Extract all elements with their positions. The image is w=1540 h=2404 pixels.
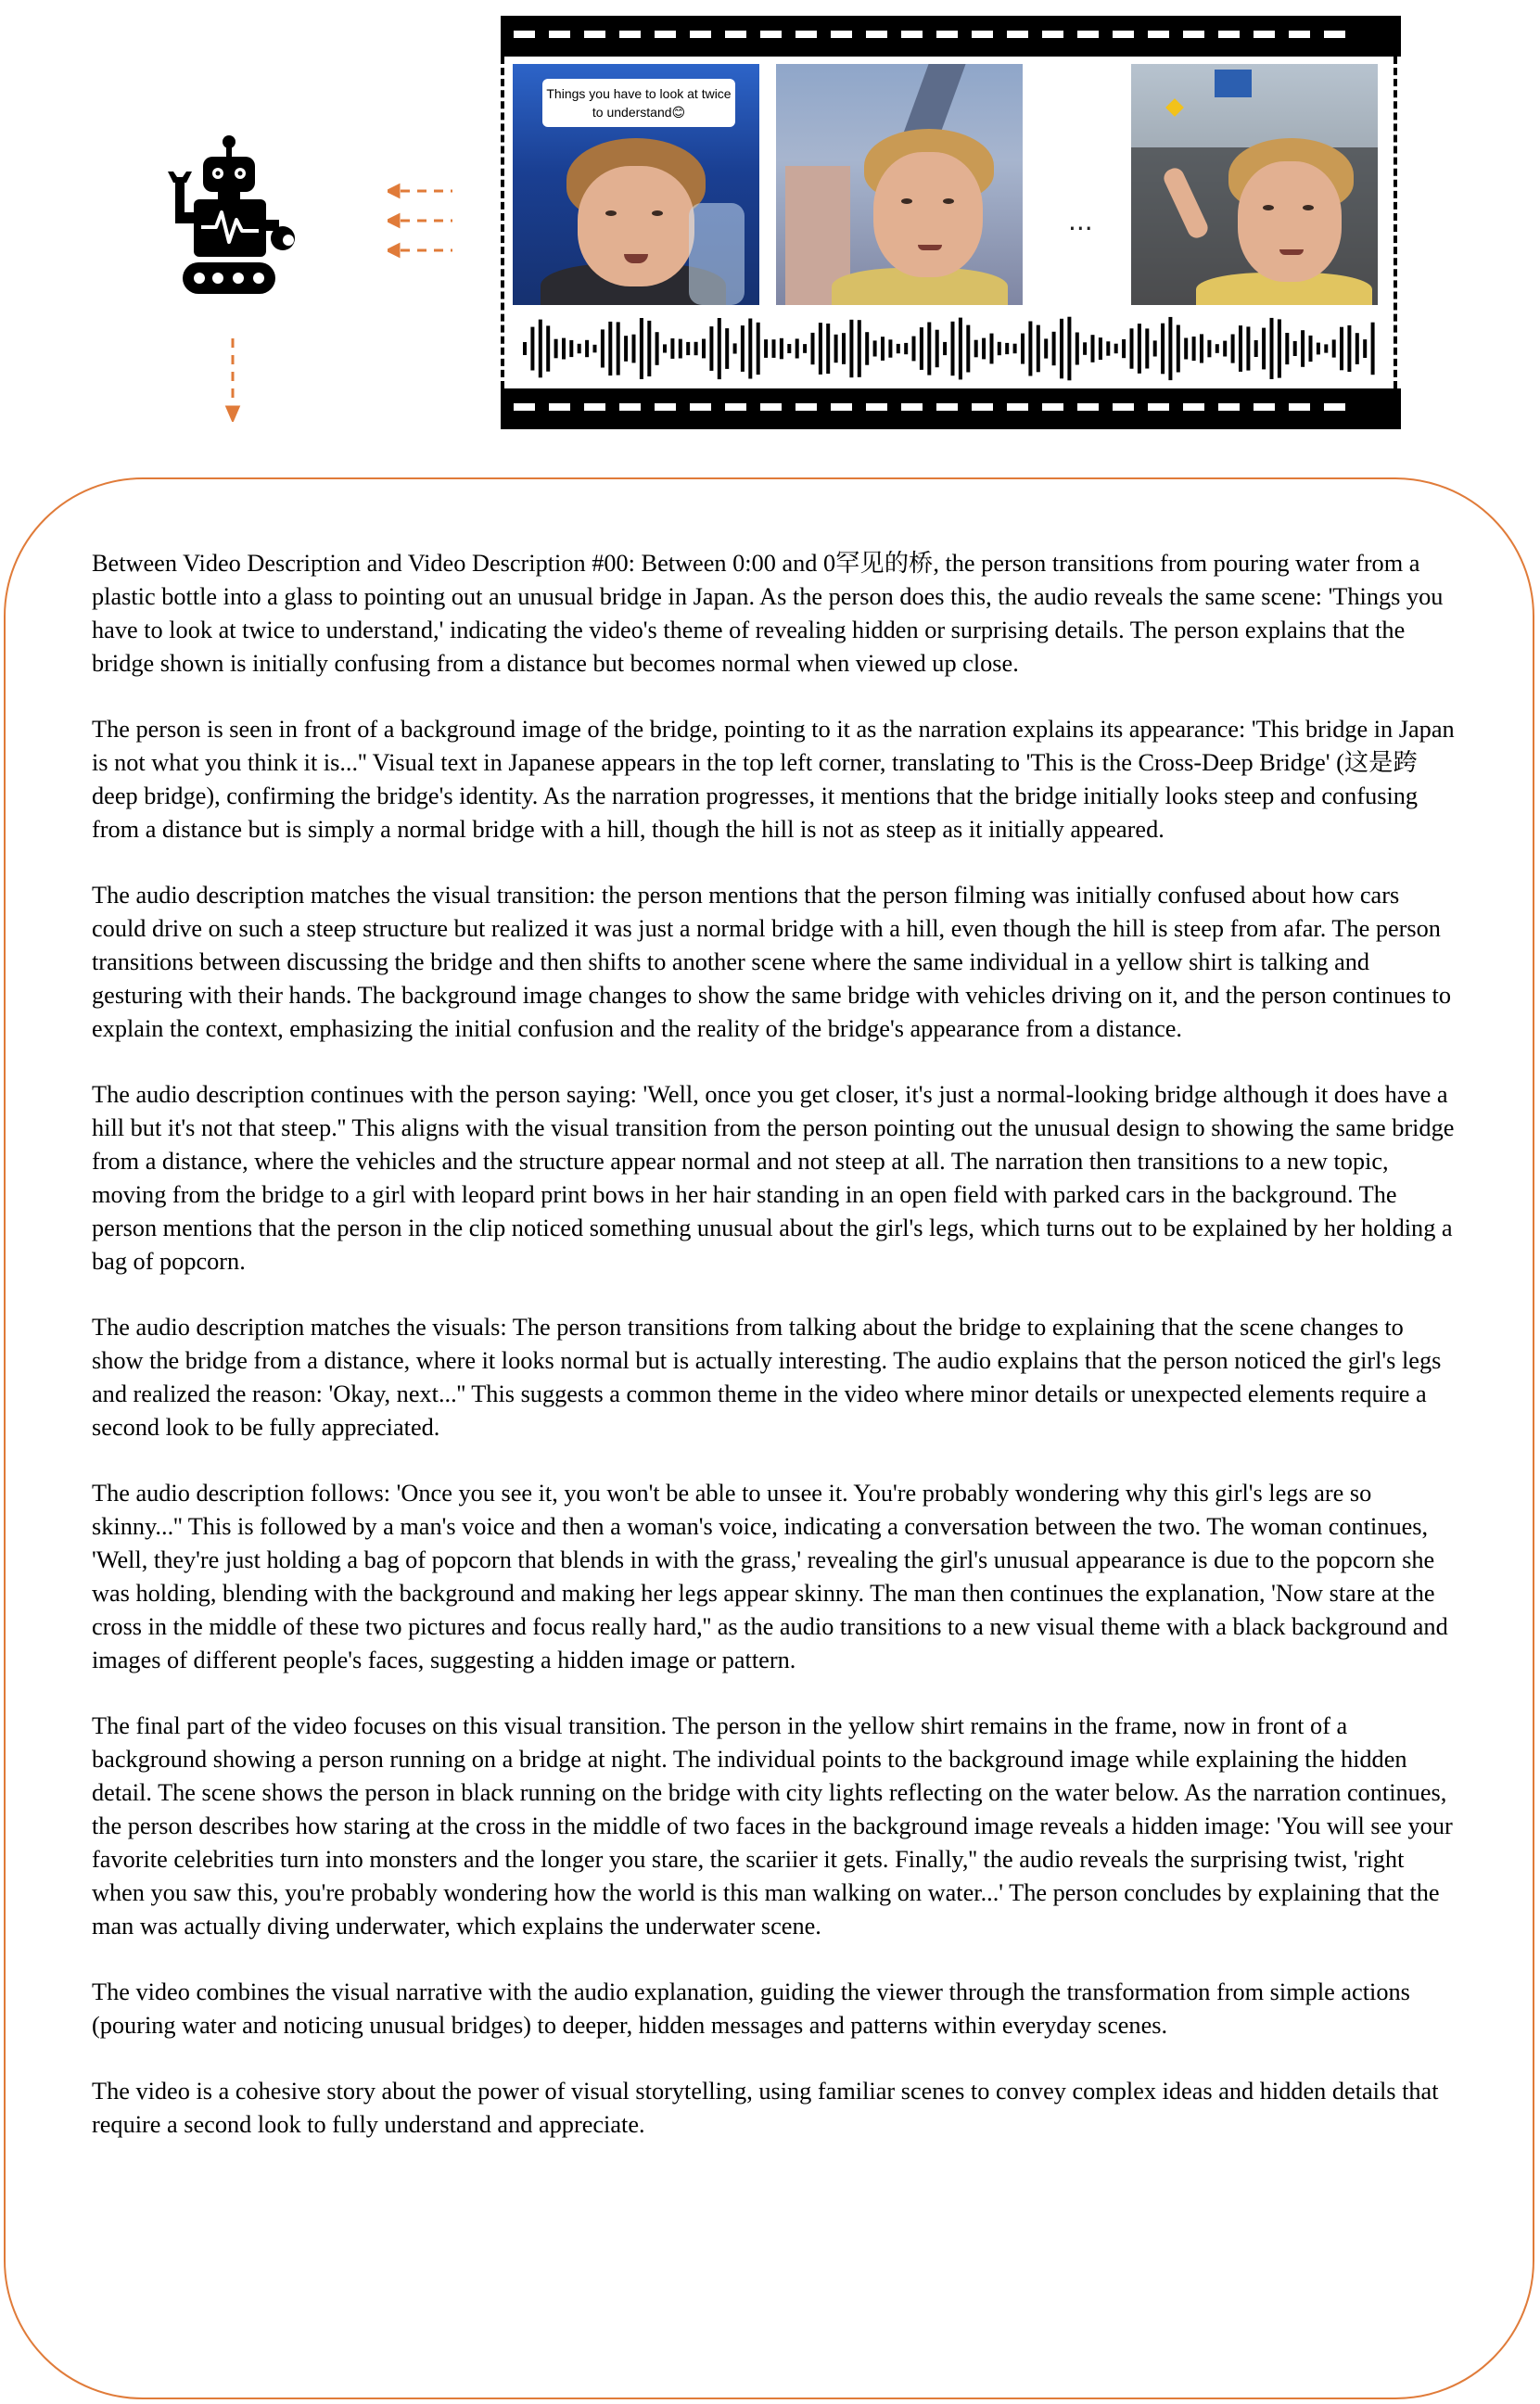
video-description	[92, 547, 1455, 2174]
waveform-bar	[904, 343, 908, 354]
waveform-bar	[865, 332, 869, 365]
waveform-bar	[795, 338, 799, 358]
waveform-bar	[1013, 344, 1017, 354]
waveform-bar	[772, 339, 776, 358]
waveform-bar	[1215, 344, 1219, 353]
video-frame-2	[776, 64, 1023, 305]
waveform-bar	[974, 340, 978, 358]
waveform-bar	[1363, 339, 1367, 358]
waveform-bar	[679, 339, 682, 359]
waveform-bar	[718, 318, 721, 379]
waveform-bar	[1044, 338, 1048, 358]
paragraph-4: The audio description continues with the person saying: 'Well, once you get closer, it's just a normal-looking bridge although it does have a hill but it's not that steep.'' This aligns with the visual transition from the person pointing out the unusual design to showing the same bridge from a distance, where the vehicles and the structure appear normal and not steep at all. The narration then transitions to a new topic, moving from the bridge to a girl with leopard print bows in her hair standing in an open field with parked cars in the background. The person mentions that the person in the clip noticed something unusual about the girl's legs, which turns out to be explained by her holding a bag of popcorn.	[92, 1081, 1455, 1275]
waveform-bar	[881, 337, 885, 361]
frame-caption: Things you have to look at twice to understand😊	[542, 79, 735, 127]
video-film-strip	[501, 16, 1401, 429]
waveform-bar	[1106, 341, 1110, 355]
waveform-bar	[1083, 342, 1087, 355]
paragraph-9: The video is a cohesive story about the power of visual storytelling, using familiar scenes to convey complex ideas and hidden details that require a second look to fully understand and appreciate.	[92, 2078, 1439, 2138]
waveform-bar	[826, 324, 830, 374]
waveform-bar	[787, 344, 791, 353]
waveform-bar	[927, 323, 931, 375]
paragraph-8: The video combines the visual narrative with the audio explanation, guiding the viewer through the transformation from simple actions (pouring water and noticing unusual bridges) to deeper, hidden messages and patterns within everyday scenes.	[92, 1978, 1410, 2039]
waveform-bar	[1005, 343, 1009, 354]
waveform-bar	[709, 326, 713, 371]
waveform-bar	[624, 336, 628, 362]
waveform-bar	[1168, 317, 1172, 380]
waveform-bar	[935, 330, 939, 368]
frames-ellipsis: ...	[1068, 206, 1093, 236]
waveform-bar	[1130, 328, 1134, 368]
robot-icon	[162, 134, 297, 301]
paragraph-1: Between Video Description and Video Description #00: Between 0:00 and 0罕见的桥, the person transitions from pouring water from a plastic bottle into a glass to pointing out an unusual bridge in Japan. As the person does this, the audio reveals the same scene: 'Things you have to look at twice to understand,' indicating the video's theme of revealing hidden or surprising details. The person explains that the bridge shown is initially confusing from a distance but becomes normal when viewed up close.	[92, 550, 1444, 677]
waveform-bar	[617, 322, 620, 375]
waveform-bar	[803, 344, 807, 353]
waveform-bar	[966, 325, 970, 373]
waveform-bar	[873, 340, 877, 356]
waveform-bar	[1138, 324, 1141, 374]
waveform-bar	[811, 333, 815, 364]
waveform-bar	[1246, 326, 1250, 370]
waveform-bar	[523, 342, 527, 355]
waveform-bar	[943, 342, 947, 355]
waveform-bar	[1301, 330, 1305, 367]
waveform-bar	[530, 327, 534, 371]
waveform-bar	[1028, 322, 1032, 376]
waveform-bar	[647, 321, 651, 376]
waveform-bar	[764, 339, 768, 358]
waveform-bar	[819, 323, 822, 375]
waveform-bar	[897, 344, 900, 353]
waveform-bar	[1153, 340, 1157, 356]
waveform-bar	[912, 337, 916, 362]
waveform-bar	[959, 318, 962, 380]
paragraph-5: The audio description matches the visuals: The person transitions from talking about the bridge to explaining that the scene changes to show the bridge from a distance, where it looks normal but is actually interesting. The audio explains that the person noticed the girl's legs and realized the reason: 'Okay, next...'' This suggests a common theme in the video where minor details or unexpected elements require a second look to be fully appreciated.	[92, 1314, 1442, 1441]
waveform-bar	[834, 335, 838, 363]
waveform-bar	[1293, 341, 1297, 356]
waveform-bar	[990, 334, 994, 364]
audio-waveform	[517, 312, 1384, 385]
waveform-bar	[1184, 338, 1188, 360]
film-bottom-band	[501, 388, 1401, 429]
waveform-bar	[741, 325, 745, 372]
waveform-bar	[1037, 325, 1040, 373]
waveform-bar	[562, 338, 566, 360]
waveform-bar	[1285, 333, 1289, 364]
waveform-bar	[694, 342, 698, 355]
waveform-bar	[982, 338, 986, 360]
waveform-bar	[1192, 337, 1196, 361]
waveform-bar	[546, 325, 550, 371]
waveform-bar	[1371, 323, 1375, 375]
waveform-bar	[1122, 339, 1126, 358]
waveform-bar	[1200, 334, 1203, 363]
waveform-bar	[733, 343, 737, 353]
waveform-bar	[1161, 324, 1165, 375]
waveform-bar	[686, 342, 690, 355]
video-frame-3	[1131, 64, 1378, 305]
waveform-bar	[1060, 319, 1063, 379]
waveform-bar	[1254, 340, 1258, 357]
waveform-bar	[1231, 335, 1235, 363]
waveform-bar	[655, 332, 659, 365]
waveform-bar	[569, 340, 573, 357]
waveform-bar	[757, 323, 760, 375]
waveform-bar	[585, 340, 589, 357]
waveform-bar	[601, 329, 605, 367]
waveform-bar	[1347, 325, 1351, 372]
paragraph-7: The final part of the video focuses on this visual transition. The person in the yellow shirt remains in the frame, now in front of a background showing a person running on a bridge at night. The individual points to the background image while explaining the hidden detail. The scene shows the person in black running on the bridge with city lights reflecting on the water below. As the narration continues, the person describes how staring at the cross in the middle of two faces in the background image reveals a hidden image: 'You will see your favorite celebrities turn into monsters and the longer you stare, the scariier it gets. Finally,'' the audio reveals the surprising twist, 'right when you saw this, you're probably wondering how the world is this man walking on water...' The person concludes by explaining that the man was actually diving underwater, which explains the underwater scene.	[92, 1712, 1453, 1940]
waveform-bar	[539, 320, 542, 378]
waveform-bar	[951, 322, 955, 375]
waveform-bar	[1332, 339, 1336, 357]
waveform-bar	[608, 322, 612, 375]
waveform-bar	[1177, 325, 1180, 373]
waveform-bar	[725, 328, 729, 369]
waveform-bar	[1145, 328, 1149, 368]
waveform-bar	[1340, 327, 1343, 371]
waveform-bar	[849, 320, 853, 377]
waveform-bar	[920, 327, 923, 370]
waveform-bar	[640, 318, 643, 379]
waveform-bar	[702, 339, 706, 359]
waveform-bar	[1278, 319, 1281, 377]
waveform-bar	[1114, 344, 1118, 354]
waveform-bar	[1021, 334, 1025, 364]
waveform-bar	[1223, 341, 1227, 357]
waveform-bar	[1317, 343, 1320, 355]
output-arrow	[219, 338, 247, 422]
waveform-bar	[1262, 328, 1266, 370]
waveform-bar	[1309, 336, 1313, 362]
film-top-band	[501, 16, 1401, 57]
waveform-bar	[1091, 335, 1095, 363]
paragraph-6: The audio description follows: 'Once you see it, you won't be able to unsee it. You're probably wondering why this girl's legs are so skinny...'' This is followed by a man's voice and then a woman's voice, indicating a conversation between the two. The woman continues, 'Well, they're just holding a bag of popcorn that blends in with the grass,' revealing the girl's unusual appearance is due to the popcorn she was holding, blending with the background and making her legs appear skinny. The man then continues the explanation, 'Now stare at the cross in the middle of these two pictures and focus really hard,'' as the audio transitions to a new visual theme with a black background and images of different people's faces, suggesting a hidden image or pattern.	[92, 1480, 1448, 1673]
waveform-bar	[670, 338, 674, 359]
waveform-bar	[593, 345, 597, 353]
waveform-bar	[632, 335, 636, 363]
waveform-bar	[1270, 318, 1274, 379]
waveform-bar	[780, 338, 783, 360]
waveform-bar	[663, 344, 667, 352]
waveform-bar	[842, 333, 846, 364]
waveform-bar	[1355, 333, 1359, 364]
waveform-bar	[998, 342, 1001, 355]
waveform-bar	[1239, 325, 1242, 372]
waveform-bar	[1052, 332, 1056, 365]
input-arrows	[388, 178, 452, 261]
video-frame-1	[513, 64, 759, 305]
waveform-bar	[578, 344, 581, 353]
waveform-bar	[1324, 344, 1328, 352]
waveform-bar	[888, 339, 892, 357]
waveform-bar	[1075, 333, 1079, 365]
waveform-bar	[1099, 337, 1102, 360]
waveform-bar	[858, 320, 861, 377]
paragraph-2: The person is seen in front of a background image of the bridge, pointing to it as the narration explains its appearance: 'This bridge in Japan is not what you think it is...'' Visual text in Japanese appears in the top left corner, translating to 'This is the Cross-Deep Bridge' (这是跨deep bridge), confirming the bridge's identity. As the narration progresses, it mentions that the bridge initially looks steep and confusing from a distance but is simply a normal bridge with a hill, though the hill is not as steep as it initially appeared.	[92, 716, 1455, 843]
waveform-bar	[1207, 340, 1211, 358]
waveform-bar	[554, 339, 558, 359]
waveform-bar	[748, 319, 752, 379]
paragraph-3: The audio description matches the visual transition: the person mentions that the person filming was initially confused about how cars could drive on such a steep structure but realized it was just a normal bridge with a hill, even though the hill is steep from afar. The person transitions between discussing the bridge and then shifts to another scene where the same individual in a yellow shirt is talking and gesturing with their hands. The background image changes to show the same bridge with vehicles driving on it, and the person continues to explain the context, emphasizing the initial confusion and the reality of the bridge's appearance from a distance.	[92, 882, 1451, 1042]
waveform-bar	[1067, 317, 1071, 381]
